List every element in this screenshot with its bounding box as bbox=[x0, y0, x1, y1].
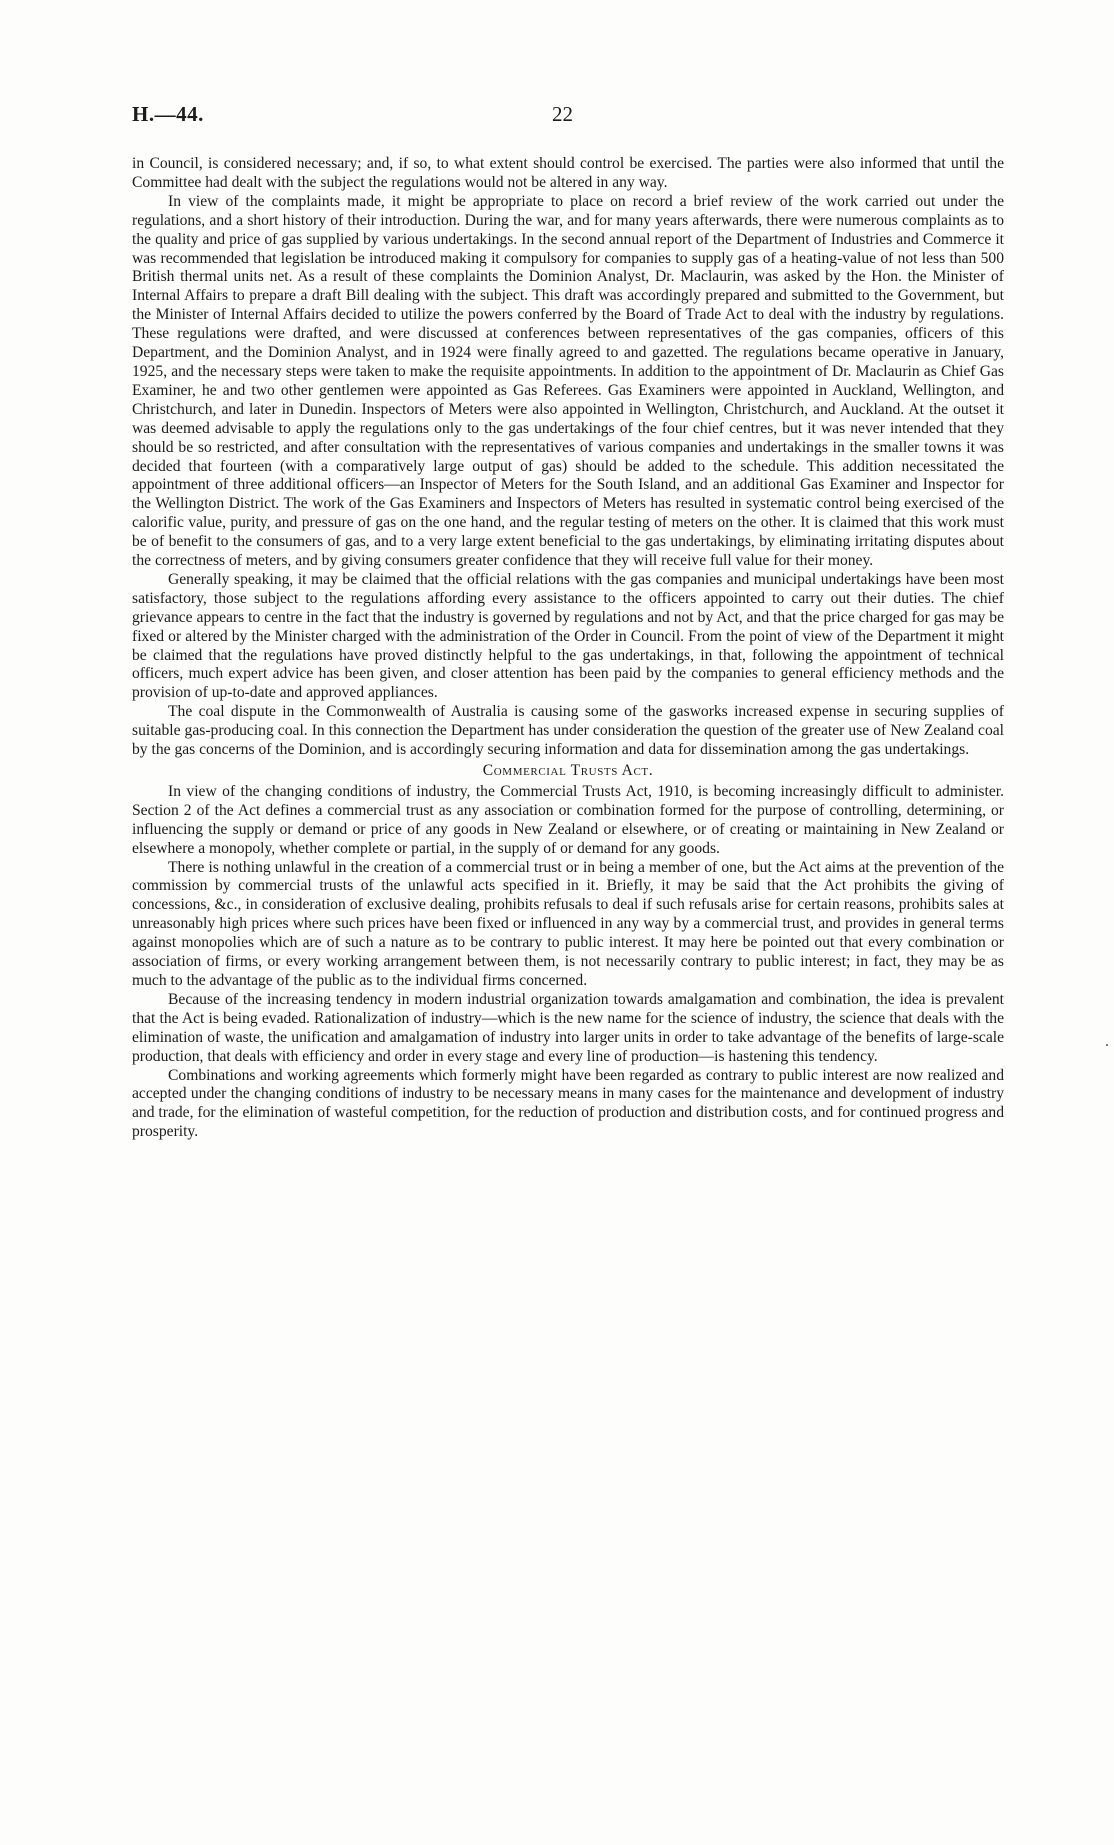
paragraph: Generally speaking, it may be claimed that the official relations with the gas companies and municipal undertakings have been most satisfactory, those subject to the regulations affording every assistance to the officers appointed to carry out their duties. The chief grievance appears to centre in the fact that the industry is governed by regulations and not by Act, and that the price charged for gas may be fixed or altered by the Minister charged with the administration of the Order in Council. From the point of view of the Department it might be claimed that the regulations have proved distinctly helpful to the gas undertakings, in that, following the appointment of technical officers, much expert advice has been given, and closer attention has been paid by the companies to general efficiency methods and the provision of up-to-date and approved appliances. bbox=[132, 570, 1004, 702]
paragraph: Combinations and working agreements which formerly might have been regarded as contrary to public interest are now realized and accepted under the changing conditions of industry to be necessary means in many cases for the maintenance and development of industry and trade, for the elimination of wasteful competition, for the reduction of production and distribution costs, and for continued progress and prosperity. bbox=[132, 1066, 1004, 1141]
paragraph: In view of the changing conditions of industry, the Commercial Trusts Act, 1910, is becoming increasingly difficult to administer. Section 2 of the Act defines a commercial trust as any association or combination formed for the purpose of controlling, determining, or influencing the supply or demand or price of any goods in New Zealand or elsewhere, or of creating or maintaining in New Zealand or elsewhere a monopoly, whether complete or partial, in the supply of or demand for any goods. bbox=[132, 782, 1004, 857]
document-reference: H.—44. bbox=[132, 102, 204, 126]
paragraph: In view of the complaints made, it might be appropriate to place on record a brief review of the work carried out under the regulations, and a short history of their introduction. During the war, and for many years afterwards, there were numerous complaints as to the quality and price of gas supplied by various undertakings. In the second annual report of the Department of Industries and Commerce it was recommended that legislation be introduced making it compulsory for companies to supply gas of a heating-value of not less than 500 British thermal units net. As a result of these complaints the Dominion Analyst, Dr. Maclaurin, was asked by the Hon. the Minister of Internal Affairs to prepare a draft Bill dealing with the subject. This draft was accordingly prepared and submitted to the Government, but the Minister of Internal Affairs decided to utilize the powers conferred by the Board of Trade Act to deal with the industry by regulations. These regulations were drafted, and were discussed at conferences between representatives of the gas companies, officers of this Department, and the Dominion Analyst, and in 1924 were finally agreed to and gazetted. The regulations became operative in January, 1925, and the necessary steps were taken to make the requisite appointments. In addition to the appointment of Dr. Maclaurin as Chief Gas Examiner, he and two other gentlemen were appointed as Gas Referees. Gas Examiners were appointed in Auckland, Wellington, and Christchurch, and later in Dunedin. Inspectors of Meters were also appointed in Wellington, Christchurch, and Auckland. At the outset it was deemed advisable to apply the regulations only to the gas undertakings of the four chief centres, but it was never intended that they should be so restricted, and after consultation with the representatives of various companies and undertakings in the smaller towns it was decided that fourteen (with a comparatively large output of gas) should be added to the schedule. This addition necessitated the appointment of three additional officers—an Inspector of Meters for the South Island, and an additional Gas Examiner and Inspector for the Wellington District. The work of the Gas Examiners and Inspectors of Meters has resulted in systematic control being exercised of the calorific value, purity, and pressure of gas on the one hand, and the regular testing of meters on the other. It is claimed that this work must be of benefit to the consumers of gas, and to a very large extent beneficial to the gas undertakings, by eliminating irritating disputes about the correctness of meters, and by giving consumers greater confidence that they will receive full value for their money. bbox=[132, 192, 1004, 570]
paragraph: There is nothing unlawful in the creation of a commercial trust or in being a member of one, but the Act aims at the prevention of the commission by commercial trusts of the unlawful acts specified in it. Briefly, it may be said that the Act prohibits the giving of concessions, &c., in consideration of exclusive dealing, prohibits refusals to deal if such refusals arise for certain reasons, prohibits sales at unreasonably high prices where such prices have been fixed or influenced in any way by a commercial trust, and provides in general terms against monopolies which are of such a nature as to be contrary to public interest. It may here be pointed out that every combination or association of firms, or every working arrangement between them, is not necessarily contrary to public interest; in fact, they may be as much to the advantage of the public as to the individual firms concerned. bbox=[132, 858, 1004, 989]
section-heading: Commercial Trusts Act. bbox=[482, 762, 654, 779]
paragraph: The coal dispute in the Commonwealth of Australia is causing some of the gasworks increased expense in securing supplies of suitable gas-producing coal. In this connection the Department has under consideration the question of the greater use of New Zealand coal by the gas concerns of the Dominion, and is accordingly securing information and data for dissemination among the gas undertakings. bbox=[132, 703, 1004, 759]
page-header bbox=[132, 102, 1002, 132]
paragraph: Because of the increasing tendency in modern industrial organization towards amalgamation and combination, the idea is prevalent that the Act is being evaded. Rationalization of industry—which is the new name for the science of industry, the science that deals with the elimination of waste, the unification and amalgamation of industry into larger units in order to take advantage of the benefits of large-scale production, that deals with efficiency and order in every stage and every line of production—is hastening this tendency. bbox=[132, 990, 1004, 1065]
body-text bbox=[132, 155, 1004, 1142]
page-number: 22 bbox=[552, 102, 573, 126]
scan-speck bbox=[1106, 1044, 1108, 1046]
paragraph: in Council, is considered necessary; and, if so, to what extent should control be exercised. The parties were also informed that until the Committee had dealt with the subject the regulations would not be altered in any way. bbox=[132, 155, 1004, 191]
